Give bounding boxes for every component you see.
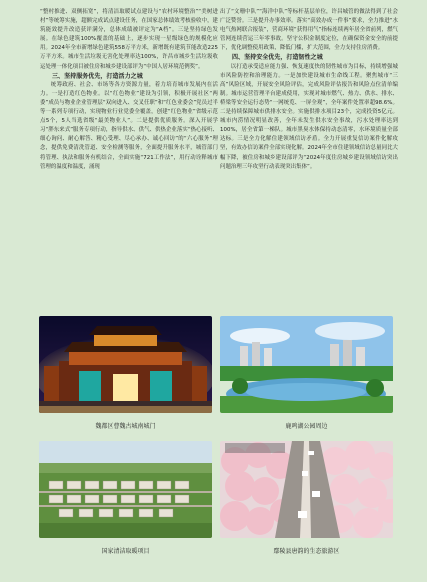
section-heading-4: 四、坚持安全优先，打造韧性之城 [232, 54, 323, 62]
caption-cherry-blossom: 鄢陵县唐韵的生态旅游区 [273, 548, 340, 555]
left-paragraph-2: 统筹政府、社会、市场等各方资源力量，着力培育城市发展内在活力。一是打造红色物业。以“红色物业”建设为引领，积极开展社区“两委”成员与物业企业管理层“双向进入、交叉任职”和“红色业委会”党员过半等一系列专项行动，实现物业行业党委全覆盖，创建“红色物业”省级示范点5个，5人当选省级“最美物业人”。二是提供优质服务。深入开展学习“胖东来式”服务专项行动，指导供水、供气、供热企业落实“热心接听、细心询问、耐心解答、精心受理、尽心承办、诚心回访”的“六心服务”理念，提供免费清洗管道、安全检测等服务，全面提升服务水平，城管部门将管理、执法和服务有机结合，全面实施“721工作法”，用行动诠释城市管理的温度和温度，涌现 [40, 81, 218, 170]
caption-clean-heating: 国家清洁取暖项目 [101, 548, 150, 555]
photo-cherry-blossom [220, 441, 393, 538]
cherry-blossom-image [220, 441, 393, 538]
left-text-column [40, 8, 218, 172]
caption-city-gate: 魏都区曹魏古城南城门 [95, 423, 156, 430]
rural-village-image [39, 441, 212, 538]
left-paragraph-1: “整村推进、双侧拓宽”，将清洁取暖试点建设与“农村环境整治”“美树进村”等统筹实施，超额完成试点建设任务，在国家总体绩效考核验收中，建筑能效提升改造获评满分，总体成绩被评定为“A档”。三是坚持绿色发展。在绿色建筑100%覆盖的基础上，逐步实现一星级绿色的规模化应用。2024年全市新增绿色建筑558万平方米，新增既有建筑节能改造225万平方米。城市生活垃圾无害化处理率达100%，许昌市城乡生活垃圾收运处理一体化项目被住房和城乡建设部评为“中国人居环境范例奖”。 [40, 9, 218, 70]
photo-lakeside-park [220, 316, 393, 413]
right-paragraph-2: 以打造承受适应能力强、恢复速度快的韧性城市为目标，持续增强城市风险防控和治理能力。一是加快建设城市生命线工程。聚焦城市“三高”风险区域，开展安全风险评估，完成风险评估报告和风险点位清单编制。城市运营管理平台建成使用，实现对城市燃气、热力、供水、排水、桥梁等安全运行态势“一网统览、一屏全观”，全年案件处置率超98.6%。二是持续保障城市供排水安全。实施供排水项目23个，完成投资5亿元。城市内涝情况明显改善，全年未发生供水安全事故，污水处理率达到100%，居全省第一梯队。城市黑臭水体保持动态清零，水环境质量全部达标。三是全力化解住建领域信访矛盾。全力开展重复信访案件化解攻坚，有效办信访案件全部实现化解。2024年全市住建领域信访总量同比大幅下降，被住房和城乡建设部评为“2024年度住房城乡建设领域信访突出问题治理三年攻坚行动表现突出集体”。 [220, 63, 398, 170]
section-heading-3: 三、坚持服务优先，打造活力之城 [52, 72, 143, 80]
photo-clean-heating-village [39, 441, 212, 538]
lakeside-park-image [220, 316, 393, 413]
city-gate-night-image [39, 316, 212, 413]
photo-city-gate-night [39, 316, 212, 413]
caption-lakeside-park: 鹿鸣湖公园周边 [285, 423, 328, 430]
right-text-column [220, 8, 398, 172]
right-paragraph-1: 出了“文珊中队”“海洋中队”等标杆基层单位，许昌城管的做法得到了社会广泛赞誉。三是提升办事效率。落实“高效办成一件事”要求，全力推进“水电气热网联合报装”，营商环境“获得用气”指标连续两年居全省前列，燃气管网连续营运三年零事故。坚守公积金制度定位，在确保资金安全的前提下，优化调整使用政策，降低门槛，扩大范围，全力支持住房消费。 [220, 9, 398, 52]
